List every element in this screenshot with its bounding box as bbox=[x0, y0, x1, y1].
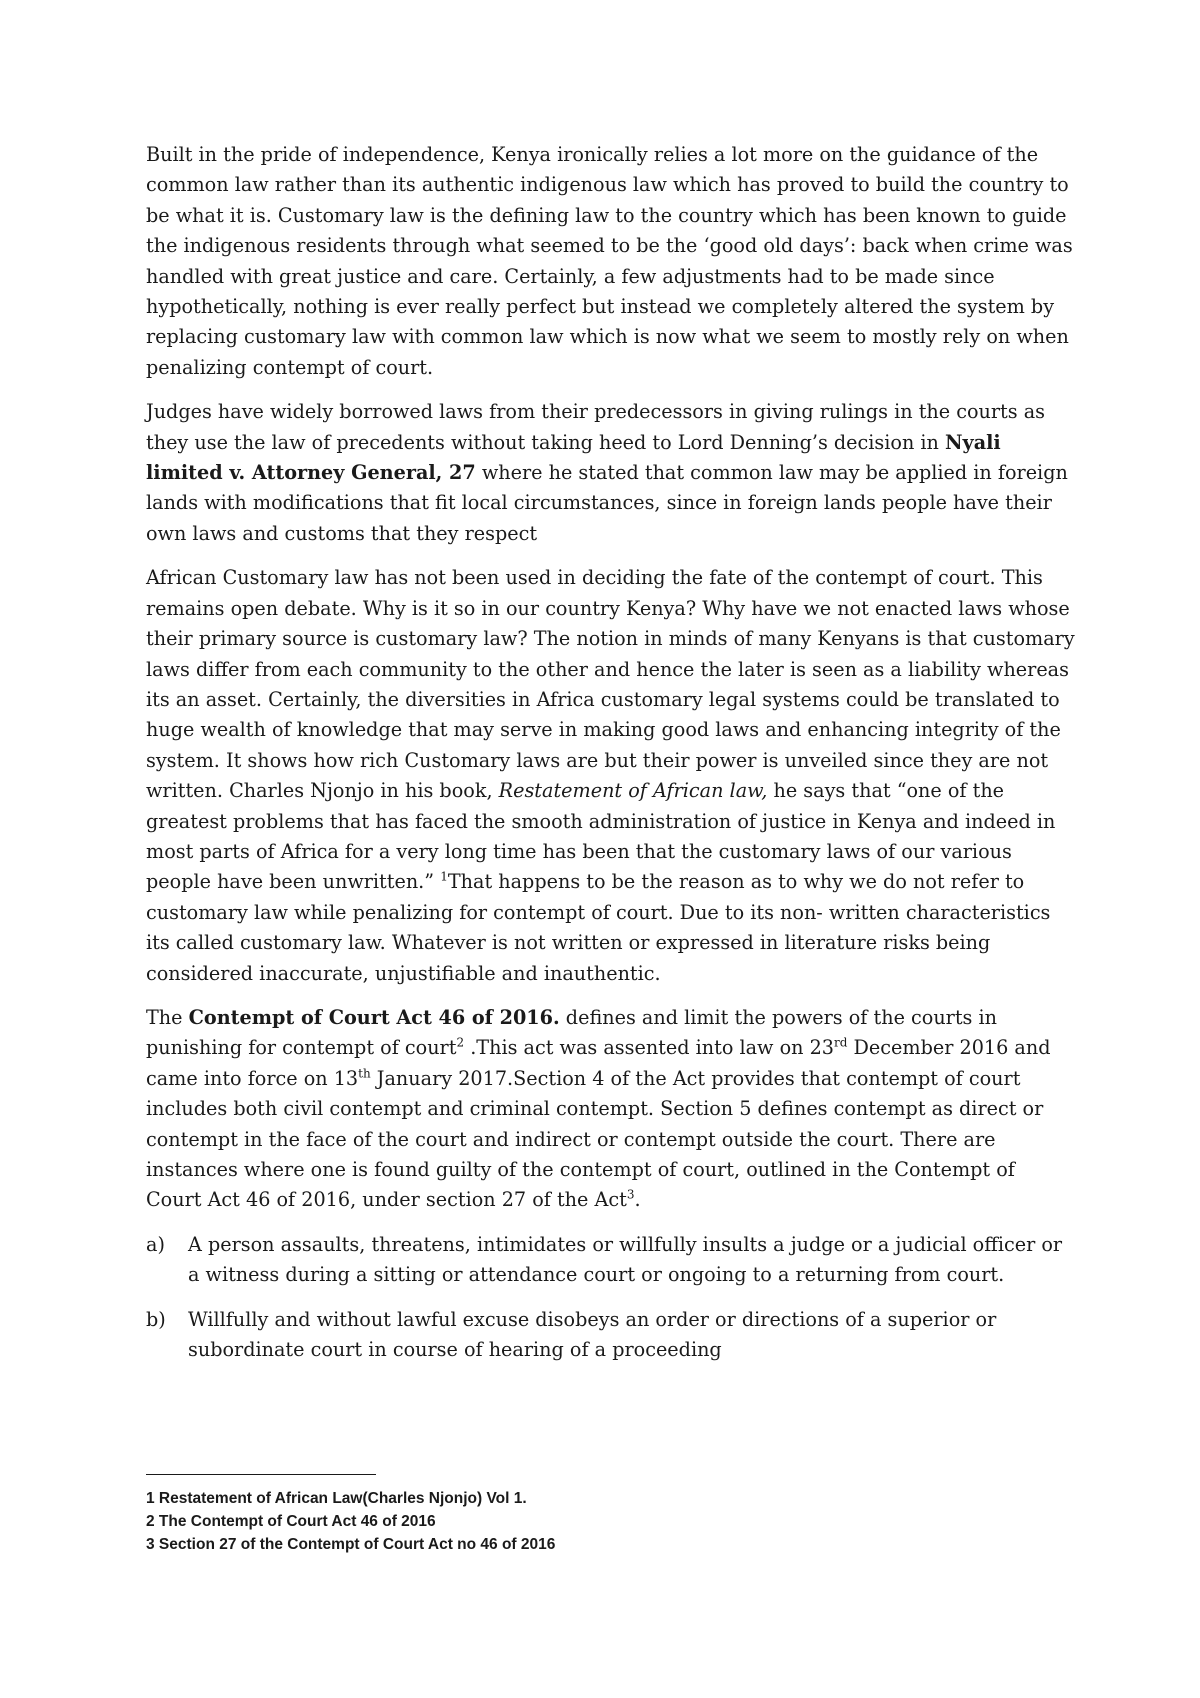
paragraph-1 bbox=[146, 140, 1076, 383]
ordinal-suffix-th: th bbox=[358, 1066, 371, 1081]
paragraph-1-text: Built in the pride of independence, Kenya ironically relies a lot more on the guidance of the common law rather than its authentic indigenous law which has proved to build the country to be what it is. Customary law is the defining law to the country which has been known to guide the indigenous residents through what seemed to be the ‘good old days’: back when crime was handled with great justice and care. Certainly, a few adjustments had to be made since hypothetically, nothing is ever really perfect but instead we completely altered the system by replacing customary law with common law which is now what we seem to mostly rely on when penalizing contempt of court. bbox=[146, 143, 1073, 379]
paragraph-2-text-before: Judges have widely borrowed laws from their predecessors in giving rulings in the courts as they use the law of precedents without taking heed to Lord Denning’s decision in bbox=[146, 400, 1045, 454]
footnote-ref-2[interactable]: 2 bbox=[456, 1035, 465, 1050]
paragraph-4-text-3: December 2016 and came into force on 13 bbox=[146, 1036, 1051, 1090]
list-item bbox=[146, 1230, 1076, 1291]
paragraph-4-text-4: January 2017.Section 4 of the Act provides that contempt of court includes both civil contempt and criminal contempt. Section 5 defines contempt as direct or contempt in the face of the court and indirect or contempt outside the court. There are instances where one is found guilty of the contempt of court, outlined in the Contempt of Court Act 46 of 2016, under section 27 of the Act bbox=[146, 1066, 1044, 1212]
paragraph-4-text-5: . bbox=[634, 1188, 641, 1212]
ordinal-suffix-rd: rd bbox=[834, 1035, 848, 1050]
list-marker: a) bbox=[146, 1232, 165, 1256]
list-item-text: A person assaults, threatens, intimidates or willfully insults a judge or a judicial officer or a witness during a sitting or attendance court or ongoing to a returning from court. bbox=[188, 1232, 1063, 1287]
paragraph-4-lead: The bbox=[146, 1005, 189, 1029]
paragraph-2-text-after: where he stated that common law may be applied in foreign lands with modifications that fit local circumstances, since in foreign lands people have their own laws and customs that they respect bbox=[146, 461, 1068, 545]
book-title: Restatement of African law, bbox=[498, 779, 768, 803]
paragraph-3-text-before: African Customary law has not been used in deciding the fate of the contempt of court. This remains open debate. Why is it so in our country Kenya? Why have we not enacted laws whose their primary source is customary law? The notion in minds of many Kenyans is that customary laws differ from each community to the other and hence the later is seen as a liability whereas its an asset. Certainly, the diversities in Africa customary legal systems could be translated to huge wealth of knowledge that may serve in making good laws and enhancing integrity of the system. It shows how rich Customary laws are but their power is unveiled since they are not written. Charles Njonjo in his book, bbox=[146, 566, 1075, 803]
paragraph-2 bbox=[146, 397, 1076, 549]
paragraph-3-text-middle: he says that “one of the greatest problems that has faced the smooth administration of justice in Kenya and indeed in most parts of Africa for a very long time has been that the customary laws of our various people have been unwritten.” bbox=[146, 779, 1056, 894]
paragraph-4 bbox=[146, 1003, 1076, 1216]
paragraph-4-text-2: .This act was assented into law on 23 bbox=[464, 1036, 835, 1060]
case-citation: Nyali limited v. Attorney General, 27 bbox=[146, 430, 1001, 485]
list-item-text: Willfully and without lawful excuse disobeys an order or directions of a superior or subordinate court in course of hearing of a proceeding bbox=[188, 1307, 997, 1362]
paragraph-3-text-after: That happens to be the reason as to why we do not refer to customary law while penalizing for contempt of court. Due to its non- written characteristics its called customary law. Whatever is not written or expressed in literature risks being considered inaccurate, unjustifiable and inauthentic. bbox=[146, 870, 1051, 985]
body-text bbox=[146, 140, 1076, 1379]
footnote-separator bbox=[146, 1474, 376, 1475]
footnotes bbox=[146, 1487, 846, 1556]
list-marker: b) bbox=[146, 1307, 166, 1331]
paragraph-4-text-1: defines and limit the powers of the courts in punishing for contempt of court bbox=[146, 1005, 997, 1060]
footnote-ref-1[interactable]: 1 bbox=[440, 869, 448, 884]
footnote-1: 1 Restatement of African Law(Charles Njonjo) Vol 1. bbox=[146, 1490, 527, 1507]
footnote-2: 2 The Contempt of Court Act 46 of 2016 bbox=[146, 1513, 436, 1530]
footnote-ref-3[interactable]: 3 bbox=[626, 1188, 635, 1203]
act-title: Contempt of Court Act 46 of 2016. bbox=[188, 1005, 560, 1029]
paragraph-3 bbox=[146, 563, 1076, 989]
footnote-3: 3 Section 27 of the Contempt of Court Act no 46 of 2016 bbox=[146, 1536, 556, 1553]
list-item bbox=[146, 1305, 1076, 1366]
